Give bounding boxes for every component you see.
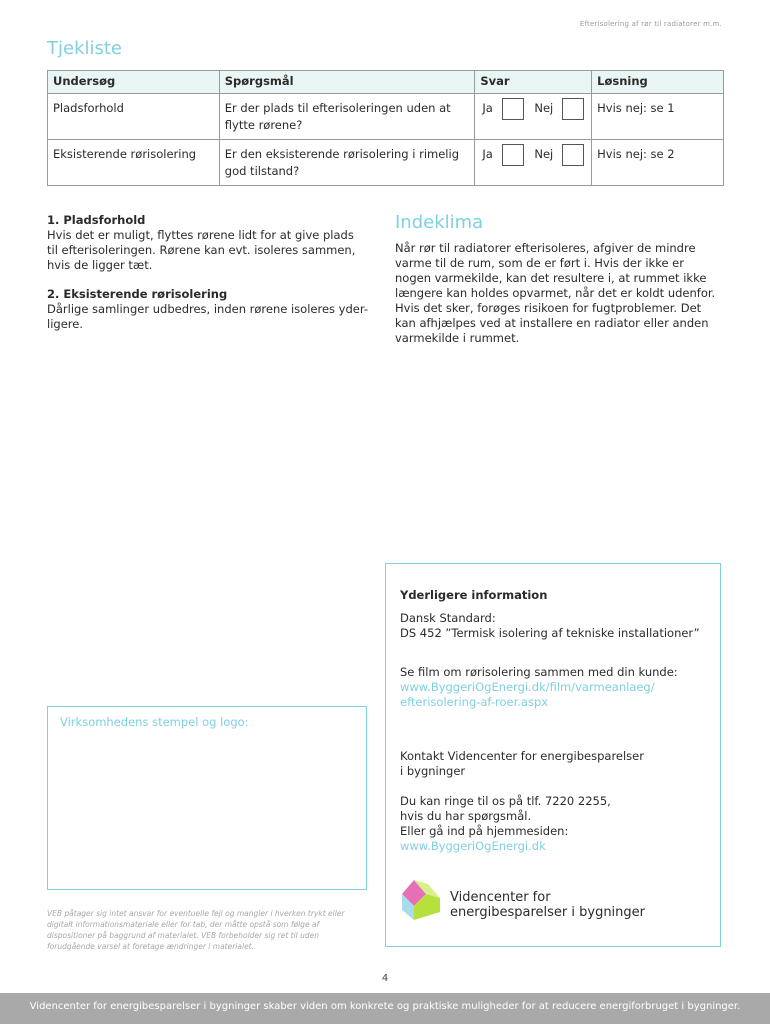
cell-losning: Hvis nej: se 1	[592, 94, 724, 140]
cell-undersog: Pladsforhold	[48, 94, 220, 140]
checklist-title: Tjekliste	[47, 38, 123, 59]
phone-line: Eller gå ind på hjemmesiden:	[400, 824, 569, 838]
stamp-label: Virksomhedens stempel og logo:	[60, 715, 249, 729]
phone-line: hvis du har spørgsmål.	[400, 809, 532, 823]
indeklima-line: Når rør til radiatorer efterisoleres, afgiver de mindre	[395, 241, 696, 255]
info-content	[400, 588, 715, 854]
film-link[interactable]: www.ByggeriOgEnergi.dk/film/varmeanlaeg/	[400, 680, 655, 694]
ja-checkbox[interactable]	[502, 144, 524, 166]
indeklima-line: længere kan holdes opvarmet, når det er koldt udenfor.	[395, 286, 716, 300]
table-row	[48, 140, 724, 186]
footer-bar	[0, 993, 770, 1024]
cell-losning: Hvis nej: se 2	[592, 140, 724, 186]
indeklima-line: varmekilde i rummet.	[395, 331, 520, 345]
table-header-row	[48, 71, 724, 94]
logo-line: energibesparelser i bygninger	[450, 905, 645, 920]
indeklima-line: varme til de rum, som de er ført i. Hvis der ikke er	[395, 256, 684, 270]
nej-label: Nej	[534, 147, 554, 161]
note-heading: 2. Eksisterende rørisolering	[47, 287, 228, 301]
film-text: Se film om rørisolering sammen med din kunde:	[400, 665, 678, 679]
header-sporgsmal: Spørgsmål	[219, 71, 475, 94]
nej-label: Nej	[534, 101, 554, 115]
info-heading: Yderligere information	[400, 588, 548, 602]
cell-undersog: Eksisterende rørisolering	[48, 140, 220, 186]
note-heading: 1. Pladsforhold	[47, 213, 146, 227]
cell-sporgsmal: Er der plads til efterisoleringen uden at flytte rørene?	[219, 94, 475, 140]
indeklima-line: nogen varmekilde, kan det resultere i, at rummet ikke	[395, 271, 707, 285]
house-logo-icon	[400, 876, 444, 924]
contact-line: Kontakt Videncenter for energibesparelser	[400, 749, 644, 763]
stamp-box	[47, 706, 367, 890]
contact-line: i bygninger	[400, 764, 466, 778]
nej-checkbox[interactable]	[562, 144, 584, 166]
ja-checkbox[interactable]	[502, 98, 524, 120]
notes-section	[47, 213, 377, 332]
note-line: Hvis det er muligt, flyttes rørene lidt for at give plads	[47, 228, 354, 242]
cell-svar	[475, 140, 592, 186]
note-line: til efterisoleringen. Rørene kan evt. isoleres sammen,	[47, 243, 356, 257]
indeklima-body	[395, 241, 725, 346]
ja-label: Ja	[482, 147, 493, 161]
indeklima-title: Indeklima	[395, 212, 484, 233]
note-line: Dårlige samlinger udbedres, inden rørene isoleres yder-	[47, 302, 368, 316]
checklist-table	[47, 70, 724, 186]
nej-checkbox[interactable]	[562, 98, 584, 120]
disclaimer: VEB påtager sig intet ansvar for eventuelle fejl og mangler i hverken trykt eller digitalt informationsmateriale eller for tab, der måtte opstå som følge af dispositioner på baggrund af materialet. VEB forbeholder sig ret til uden forudgående varsel at foretage ændringer i materialet.	[47, 909, 345, 951]
table-row	[48, 94, 724, 140]
running-head: Efterisolering af rør til radiatorer m.m.	[579, 20, 722, 28]
phone-line: Du kan ringe til os på tlf. 7220 2255,	[400, 794, 611, 808]
ja-label: Ja	[482, 101, 493, 115]
footer-text: Videncenter for energibesparelser i bygninger skaber viden om konkrete og praktiske muligheder for at reducere energiforbruget i bygninger.	[29, 1001, 741, 1012]
cell-svar	[475, 94, 592, 140]
page-number: 4	[381, 973, 389, 984]
note-line: ligere.	[47, 317, 83, 331]
film-link[interactable]: efterisolering-af-roer.aspx	[400, 695, 549, 709]
standard-line: DS 452 ”Termisk isolering af tekniske installationer”	[400, 626, 700, 640]
header-undersog: Undersøg	[48, 71, 220, 94]
logo-text	[450, 890, 645, 920]
cell-sporgsmal: Er den eksisterende rørisolering i rimelig god tilstand?	[219, 140, 475, 186]
header-losning: Løsning	[592, 71, 724, 94]
indeklima-line: kan afhjælpes ved at installere en radiator eller anden	[395, 316, 709, 330]
note-line: hvis de ligger tæt.	[47, 258, 153, 272]
indeklima-line: Hvis det sker, forøges risikoen for fugtproblemer. Det	[395, 301, 702, 315]
header-svar: Svar	[475, 71, 592, 94]
standard-line: Dansk Standard:	[400, 611, 496, 625]
website-link[interactable]: www.ByggeriOgEnergi.dk	[400, 839, 546, 853]
logo-line: Videncenter for	[450, 890, 551, 905]
